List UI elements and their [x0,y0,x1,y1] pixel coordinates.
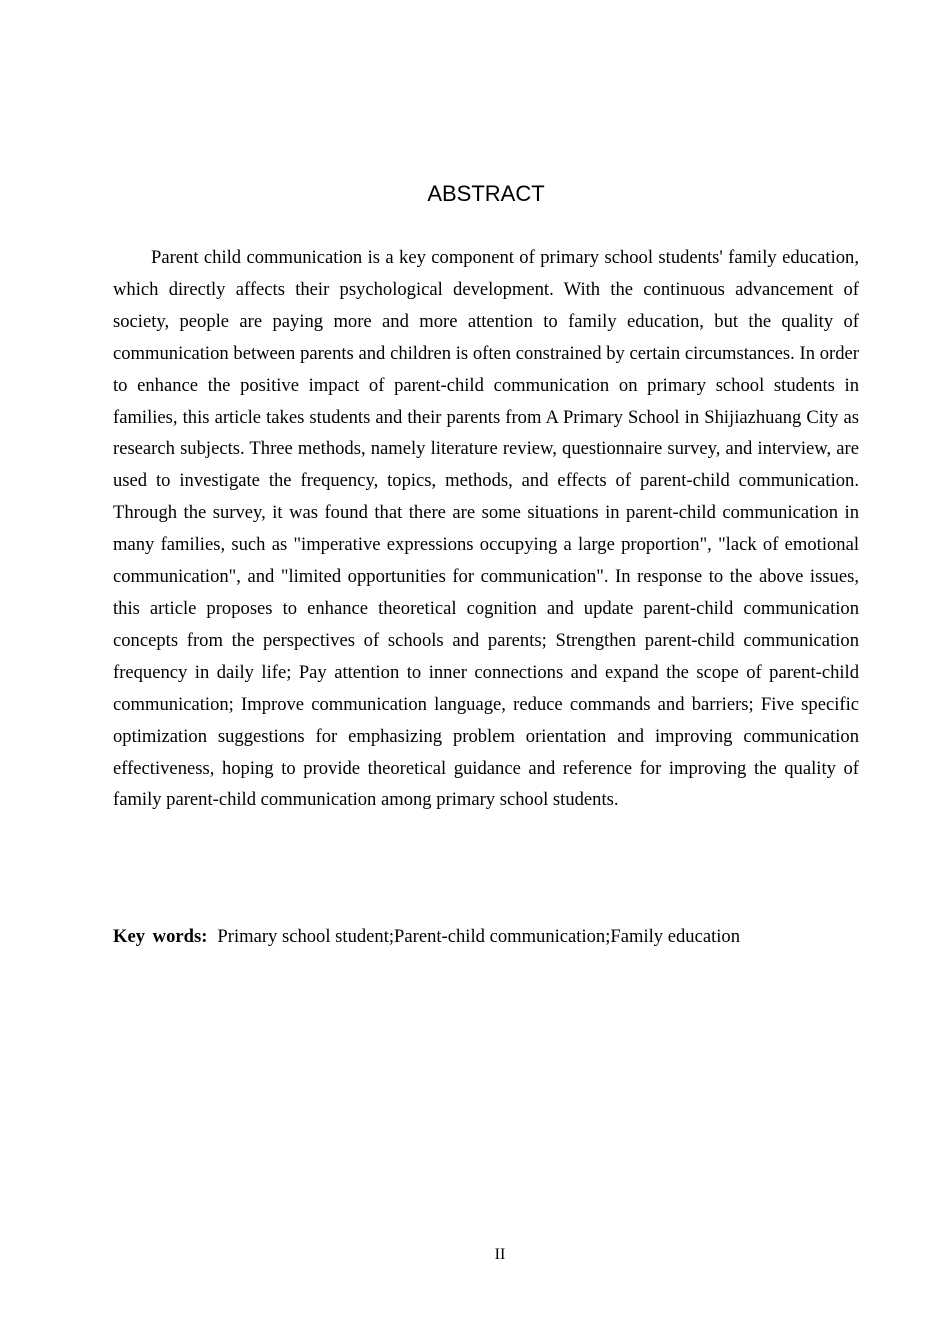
abstract-title: ABSTRACT [427,181,545,206]
keywords-line [113,922,859,952]
page-number: II [494,1246,506,1263]
keywords-value: Primary school student;Parent-child communication;Family education [217,926,741,947]
keywords-label: Key words: [113,926,208,947]
abstract-paragraph: Parent child communication is a key component of primary school students' family education, which directly affects their psychological development. With the continuous advancement of society, people are paying more and more attention to family education, but the quality of communication between parents and children is often constrained by certain circumstances. In order to enhance the positive impact of parent-child communication on primary school students in families, this article takes students and their parents from A Primary School in Shijiazhuang City as research subjects. Three methods, namely literature review, questionnaire survey, and interview, are used to investigate the frequency, topics, methods, and effects of parent-child communication. Through the survey, it was found that there are some situations in parent-child communication in many families, such as "imperative expressions occupying a large proportion", "lack of emotional communication", and "limited opportunities for communication". In response to the above issues, this article proposes to enhance theoretical cognition and update parent-child communication concepts from the perspectives of schools and parents; Strengthen parent-child communication frequency in daily life; Pay attention to inner connections and expand the scope of parent-child communication; Improve communication language, reduce commands and barriers; Five specific optimization suggestions for emphasizing problem orientation and improving communication effectiveness, hoping to provide theoretical guidance and reference for improving the quality of family parent-child communication among primary school students. [113,247,859,811]
